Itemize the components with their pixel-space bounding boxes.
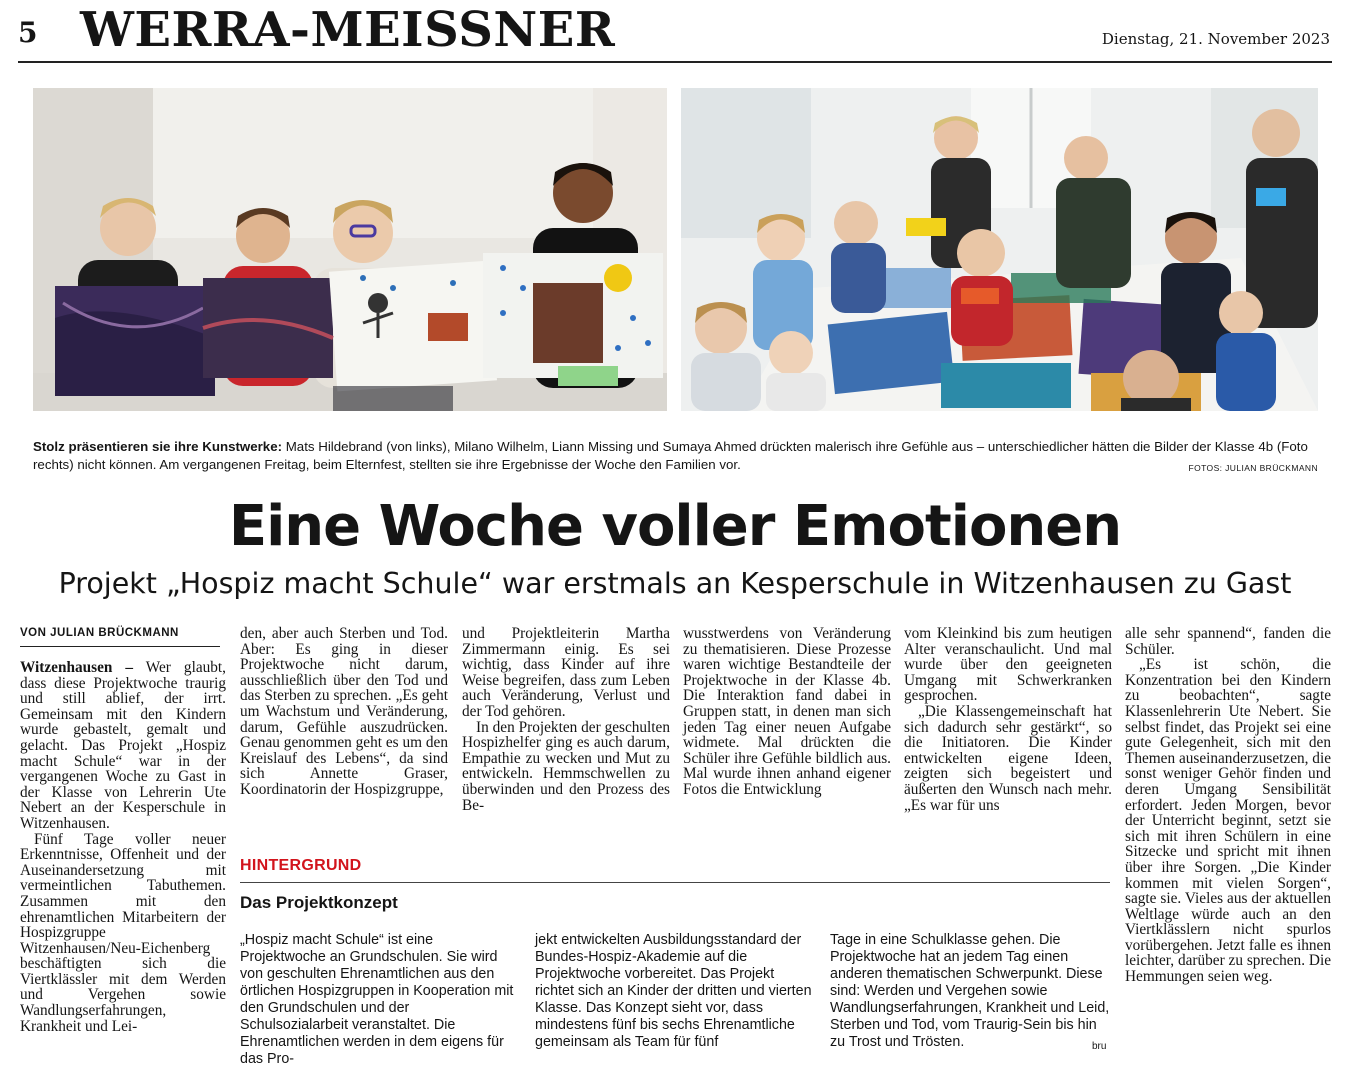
- box-column-3: Tage in eine Schulklasse gehen. Die Projektwoche hat an jedem Tag einen anderen thematischen Schwerpunkt. Diese sind: Werden und Vergehen sowie Wandlungserfahrungen, Krankheit und Leid, Sterben und Tod, vom Traurig-Sein bis hin zu Trost und Trösten.: [830, 932, 1110, 1050]
- page-number: 5: [18, 16, 38, 49]
- photo-caption: [33, 438, 1318, 474]
- article-paragraph: Fünf Tage voller neuer Erkenntnisse, Offenheit und der Auseinandersetzung mit vermeintlichen Tabuthemen. Zusammen mit den ehrenamtlichen Mitarbeitern der Hospizgruppe Witzenhausen/Neu-Eichenberg beschäftigten sich die Viertklässler mit dem Werden und Vergehen sowie Wandlungserfahrungen, Krankheit und Lei-: [20, 830, 226, 1035]
- photo-children-artwork: [33, 88, 667, 411]
- caption-text: Mats Hildebrand (von links), Milano Wilhelm, Liann Missing und Sumaya Ahmed drückten malerisch ihre Gefühle aus – unterschiedlicher hätten die Bilder der Klasse 4b (Foto rechts) nicht können. Am vergangenen Freitag, beim Elternfest, stellten sie ihre Ergebnisse der Woche den Familien vor.: [33, 439, 1308, 472]
- article-paragraph: „Die Klassengemeinschaft hat sich dadurch sehr gestärkt“, so die Initiatoren. Die Kinder entwickelten eigene Ideen, zeigten sich begeistert und äußerten den Wunsch nach mehr. „Es war für uns: [904, 702, 1112, 814]
- article-paragraph: In den Projekten der geschulten Hospizhelfer ging es auch darum, Empathie zu wecken und Mut zu entwickeln. Hemmschwellen zu überwinden und den Prozess des Be-: [462, 718, 670, 814]
- article-column-3: [462, 626, 670, 813]
- header-rule: [18, 61, 1332, 63]
- box-column-2: jekt entwickelten Ausbildungsstandard der Bundes-Hospiz-Akademie auf die Projektwoche vorbereitet. Das Projekt richtet sich an Kinder der dritten und vierten Klasse. Das Konzept sieht vor, dass mindestens fünf bis sechs Ehrenamtliche gemeinsam als Team für fünf: [535, 932, 812, 1050]
- photo-classroom-table: [681, 88, 1318, 411]
- box-rule: [240, 882, 1110, 883]
- issue-date: Dienstag, 21. November 2023: [1101, 30, 1330, 48]
- dateline: Witzenhausen –: [20, 659, 134, 676]
- article-paragraph: „Es ist schön, die Konzentration bei den Kindern zu beobachten“, sagte Klassenlehrerin Ute Nebert. Sie selbst findet, das Projekt sei eine gute Gelegenheit, sich mit den Themen auseinanderzusetzen, die sonst weniger Gehör finden und deren Umgang Sensibilität erfordert. Jeden Morgen, bevor der Unterricht beginnt, setzt sie sich mit ihren Schülern in eine Sitzecke und spricht mit ihnen über ihre Sorgen. „Die Kinder kommen mit vielen Sorgen“, sagte sie. Vieles aus der aktuellen Weltlage würde auch an den Viertklässlern nicht spurlos vorübergehen. Jetzt falle es ihnen leichter, darüber zu sprechen. Die Hemmungen seien weg.: [1125, 656, 1331, 986]
- caption-lead: Stolz präsentieren sie ihre Kunstwerke:: [33, 439, 283, 454]
- paragraph-text: Wer glaubt, dass diese Projektwoche traurig und still ablief, der irrt. Gemeinsam mit den Kindern wurde gebastelt, gemalt und gelacht. Das Projekt „Hospiz macht Schule“ war in der vergangenen Woche zu Gast in der Klasse von Lehrerin Ute Nebert an der Kesperschule in Witzenhausen.: [20, 659, 226, 832]
- article-column-2: [240, 626, 448, 798]
- article-column-1: [20, 660, 226, 1034]
- article-column-6: [1125, 626, 1331, 985]
- article-paragraph: den, aber auch Sterben und Tod. Aber: Es ging in dieser Projektwoche nicht darum, ausschließlich über den Tod und das Sterben zu sprechen. „Es geht um Wachstum und Veränderung, darum, Gefühle auszudrücken. Genau genommen geht es um den Kreislauf des Lebens“, da sind sich Annette Graser, Koordinatorin der Hospizgruppe,: [240, 625, 448, 798]
- article-paragraph: vom Kleinkind bis zum heutigen Alter veranschaulicht. Und mal wurde über den geeigneten Umgang mit Schwerkranken gesprochen.: [904, 625, 1112, 705]
- article-paragraph: und Projektleiterin Martha Zimmermann einig. Es sei wichtig, dass Kinder auf ihre Weise begreifen, dass zum Leben auch Veränderung, Verlust und der Tod gehören.: [462, 625, 670, 720]
- section-title: WERRA-MEISSNER: [80, 2, 616, 58]
- box-title: Das Projektkonzept: [240, 893, 398, 912]
- byline: VON JULIAN BRÜCKMANN: [20, 627, 179, 639]
- box-column-1: „Hospiz macht Schule“ ist eine Projektwoche an Grundschulen. Sie wird von geschulten Ehrenamtlichen aus den örtlichen Hospizgruppen in Kooperation mit den Grundschulen und der Schulsozialarbeit veranstaltet. Die Ehrenamtlichen werden in dem eigens für das Pro-: [240, 932, 514, 1067]
- article-column-4: [683, 626, 891, 798]
- article-column-5: [904, 626, 1112, 813]
- article-paragraph: alle sehr spannend“, fanden die Schüler.: [1125, 625, 1331, 658]
- box-signature: bru: [1092, 1041, 1107, 1052]
- article-paragraph: [20, 660, 226, 832]
- byline-rule: [20, 646, 220, 647]
- box-kicker: HINTERGRUND: [240, 857, 362, 874]
- article-paragraph: wusstwerdens von Veränderung zu thematisieren. Diese Prozesse waren wichtige Bestandteile der Projektwoche in der Klasse 4b. Die Interaktion fand dabei in Gruppen statt, in denen man sich jeden Tag einer neuen Aufgabe widmete. Mal drückten die Schüler ihre Gefühle bildlich aus. Mal wurde ihnen anhand eigener Fotos die Entwicklung: [683, 625, 891, 798]
- subheadline: Projekt „Hospiz macht Schule“ war erstmals an Kesperschule in Witzenhausen zu Gast: [58, 567, 1292, 600]
- photo-credit: FOTOS: JULIAN BRÜCKMANN: [1188, 463, 1318, 473]
- headline: Eine Woche voller Emotionen: [228, 494, 1122, 559]
